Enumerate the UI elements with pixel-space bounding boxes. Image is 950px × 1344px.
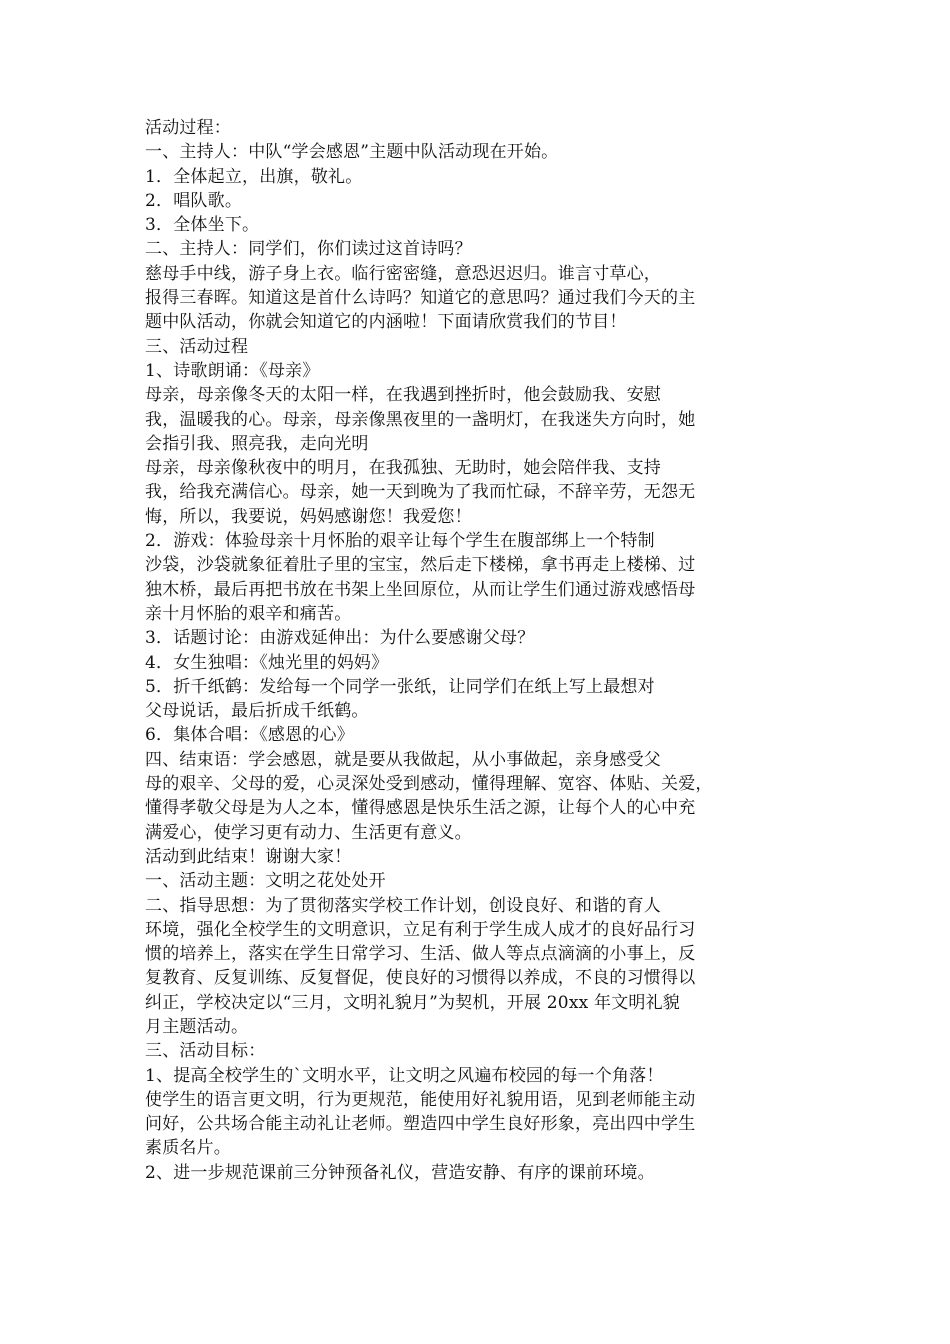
text-line: 5．折千纸鹤：发给每一个同学一张纸，让同学们在纸上写上最想对 <box>145 676 655 697</box>
text-line: 4．女生独唱：《烛光里的妈妈》 <box>145 652 389 673</box>
document-body <box>145 116 775 1185</box>
text-line: 一、主持人：中队“学会感恩”主题中队活动现在开始。 <box>145 142 559 163</box>
text-line: 题中队活动，你就会知道它的内涵啦！下面请欣赏我们的节目！ <box>145 312 627 333</box>
text-line: 惯的培养上，落实在学生日常学习、生活、做人等点点滴滴的小事上，反 <box>145 944 696 965</box>
text-line: 2、进一步规范课前三分钟预备礼仪，营造安静、有序的课前环境。 <box>145 1162 655 1183</box>
text-line: 使学生的语言更文明，行为更规范，能使用好礼貌用语，见到老师能主动 <box>145 1089 696 1110</box>
text-line: 报得三春晖。知道这是首什么诗吗？知道它的意思吗？通过我们今天的主 <box>145 288 696 309</box>
text-line: 活动到此结束！谢谢大家！ <box>145 846 352 867</box>
text-line: 我，温暖我的心。母亲，母亲像黑夜里的一盏明灯，在我迷失方向时，她 <box>145 409 696 430</box>
text-line: 四、结束语：学会感恩，就是要从我做起，从小事做起，亲身感受父 <box>145 749 661 770</box>
text-line: 会指引我、照亮我，走向光明 <box>145 433 369 454</box>
text-line: 母亲，母亲像秋夜中的明月，在我孤独、无助时，她会陪伴我、支持 <box>145 458 661 479</box>
text-line: 独木桥，最后再把书放在书架上坐回原位，从而让学生们通过游戏感悟母 <box>145 579 696 600</box>
text-line: 1．全体起立，出旗，敬礼。 <box>145 166 363 187</box>
text-line: 1、提高全校学生的`文明水平，让文明之风遍布校园的每一个角落！ <box>145 1065 664 1086</box>
text-line: 悔，所以，我要说，妈妈感谢您！我爱您！ <box>145 506 472 527</box>
text-line: 活动过程： <box>145 118 231 138</box>
text-line: 三、活动目标： <box>145 1041 266 1062</box>
text-line: 2．游戏：体验母亲十月怀胎的艰辛让每个学生在腹部绑上一个特制 <box>145 531 655 552</box>
text-line: 问好，公共场合能主动礼让老师。塑造四中学生良好形象，亮出四中学生 <box>145 1114 696 1135</box>
text-line: 环境，强化全校学生的文明意识，立足有利于学生成人成才的良好品行习 <box>145 919 696 940</box>
text-line: 二、指导思想：为了贯彻落实学校工作计划，创设良好、和谐的育人 <box>145 895 661 916</box>
text-line: 2．唱队歌。 <box>145 190 243 211</box>
text-line: 3．话题讨论：由游戏延伸出：为什么要感谢父母？ <box>145 628 535 649</box>
text-line: 一、活动主题：文明之花处处开 <box>145 871 386 892</box>
text-line: 母亲，母亲像冬天的太阳一样，在我遇到挫折时，他会鼓励我、安慰 <box>145 385 661 406</box>
text-line: 1、诗歌朗诵：《母亲》 <box>145 360 320 381</box>
text-line: 我，给我充满信心。母亲，她一天到晚为了我而忙碌，不辞辛劳，无怨无 <box>145 482 696 503</box>
text-line: 6．集体合唱：《感恩的心》 <box>145 725 354 746</box>
text-line: 父母说话，最后折成千纸鹤。 <box>145 701 369 722</box>
text-line: 懂得孝敬父母是为人之本，懂得感恩是快乐生活之源，让每个人的心中充 <box>145 798 696 819</box>
text-line: 三、活动过程 <box>145 336 249 357</box>
text-line: 母的艰辛、父母的爱，心灵深处受到感动，懂得理解、宽容、体贴、关爱， <box>145 774 713 795</box>
text-line: 沙袋，沙袋就象征着肚子里的宝宝，然后走下楼梯，拿书再走上楼梯、过 <box>145 555 696 576</box>
text-line: 纠正，学校决定以“三月，文明礼貌月”为契机，开展 20xx 年文明礼貌 <box>145 992 680 1013</box>
text-line: 慈母手中线，游子身上衣。临行密密缝，意恐迟迟归。谁言寸草心， <box>145 263 661 284</box>
text-line: 月主题活动。 <box>145 1016 249 1037</box>
text-line: 复教育、反复训练、反复督促，使良好的习惯得以养成，不良的习惯得以 <box>145 968 696 989</box>
text-line: 素质名片。 <box>145 1138 231 1159</box>
text-line: 二、主持人：同学们，你们读过这首诗吗？ <box>145 239 472 260</box>
text-line: 亲十月怀胎的艰辛和痛苦。 <box>145 603 352 624</box>
text-line: 满爱心，使学习更有动力、生活更有意义。 <box>145 822 472 843</box>
text-line: 3．全体坐下。 <box>145 215 260 236</box>
